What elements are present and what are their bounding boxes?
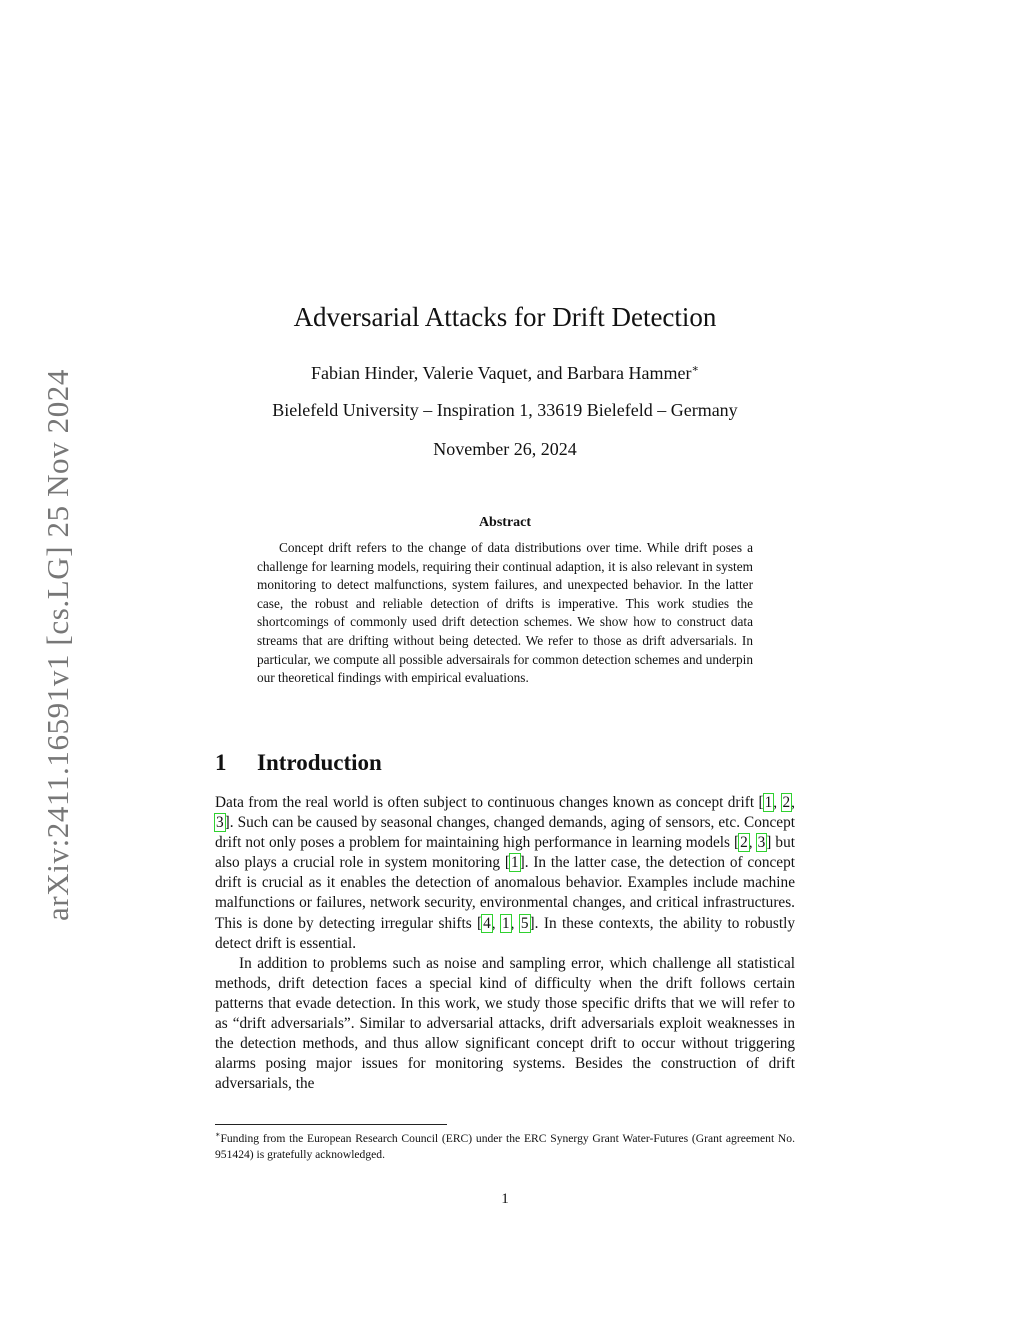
- paragraph-1: [215, 793, 795, 954]
- author-line: [0, 362, 1010, 384]
- footnote-text: Funding from the European Research Council (ERC) under the ERC Synergy Grant Water-Futures (Grant agreement No. 951424) is gratefully acknowledged.: [215, 1131, 795, 1161]
- paragraph-2: In addition to problems such as noise and sampling error, which challenge all statistical methods, drift detection faces a special kind of difficulty when the drift follows certain patterns that evade detection. In this work, we study those specific drifts that we will refer to as “drift adversarials”. Similar to adversarial attacks, drift adversarials exploit weaknesses in the detection methods, and thus allow significant concept drift to occur without triggering alarms posing major issues for monitoring systems. Besides the construction of drift adversarials, the: [215, 954, 795, 1093]
- page-number: 1: [501, 1191, 509, 1207]
- section-title: Introduction: [257, 750, 382, 775]
- footnote-mark: ∗: [215, 1130, 221, 1139]
- text-run: ,: [510, 914, 520, 932]
- citation-link[interactable]: 1: [502, 914, 510, 932]
- text-run: ] but also plays a crucial role in system monitoring [: [215, 834, 795, 872]
- citation-link[interactable]: 2: [782, 794, 791, 811]
- citation-link[interactable]: 1: [764, 794, 773, 811]
- author-footnote-mark: ∗: [691, 363, 699, 375]
- authors: Fabian Hinder, Valerie Vaquet, and Barbara Hammer: [311, 363, 692, 383]
- text-run: ]. In the latter case, the detection of concept drift is crucial as it enables the detection of anomalous behavior. Examples include machine malfunctions or failures, network security, environmental changes, and critical infrastructures. This is done by detecting irregular shifts [: [215, 854, 795, 932]
- text-run: ]. Such can be caused by seasonal changes, changed demands, aging of sensors, etc. Concept drift not only poses a problem for maintaining high performance in learning models [: [215, 814, 795, 852]
- citation-link[interactable]: 4: [483, 914, 491, 932]
- paper-date: November 26, 2024: [433, 439, 577, 459]
- text-run: ,: [491, 914, 502, 932]
- text-run: ,: [773, 794, 782, 811]
- text-run: Data from the real world is often subject to continuous changes known as concept drift [: [215, 794, 764, 811]
- abstract-heading: Abstract: [478, 515, 532, 530]
- abstract-text: Concept drift refers to the change of data distributions over time. While drift poses a challenge for learning models, requiring their continual adaption, it is also relevant in system monitoring to detect malfunctions, system failures, and unexpected behavior. In the latter case, the robust and reliable detection of drifts is imperative. This work studies the shortcomings of commonly used drift detection schemes. We show how to construct data streams that are drifting without being detected. We refer to those as drift adversarials. In particular, we compute all possible adversairals for common detection schemes and underpin our theoretical findings with empirical evaluations.: [257, 540, 753, 686]
- citation-link[interactable]: 3: [216, 814, 224, 832]
- section-heading: [215, 750, 382, 776]
- citation-link[interactable]: 1: [510, 854, 519, 872]
- footnote: [215, 1127, 795, 1163]
- text-run: ,: [748, 834, 757, 852]
- affiliation: Bielefeld University – Inspiration 1, 33619 Bielefeld – Germany: [272, 400, 738, 420]
- citation-link[interactable]: 5: [520, 914, 529, 932]
- footnote-divider: [215, 1124, 447, 1125]
- arxiv-sidebar-stamp: arXiv:2411.16591v1 [cs.LG] 25 Nov 2024: [40, 368, 75, 922]
- citation-link[interactable]: 2: [740, 834, 748, 852]
- citation-link[interactable]: 3: [757, 834, 766, 852]
- paper-title: Adversarial Attacks for Drift Detection: [293, 302, 717, 332]
- section-number: 1: [215, 750, 227, 775]
- introduction-body: [215, 793, 795, 1094]
- text-run: ]. In these contexts, the ability to robustly detect drift is essential.: [215, 914, 795, 952]
- text-run: ,: [791, 794, 795, 811]
